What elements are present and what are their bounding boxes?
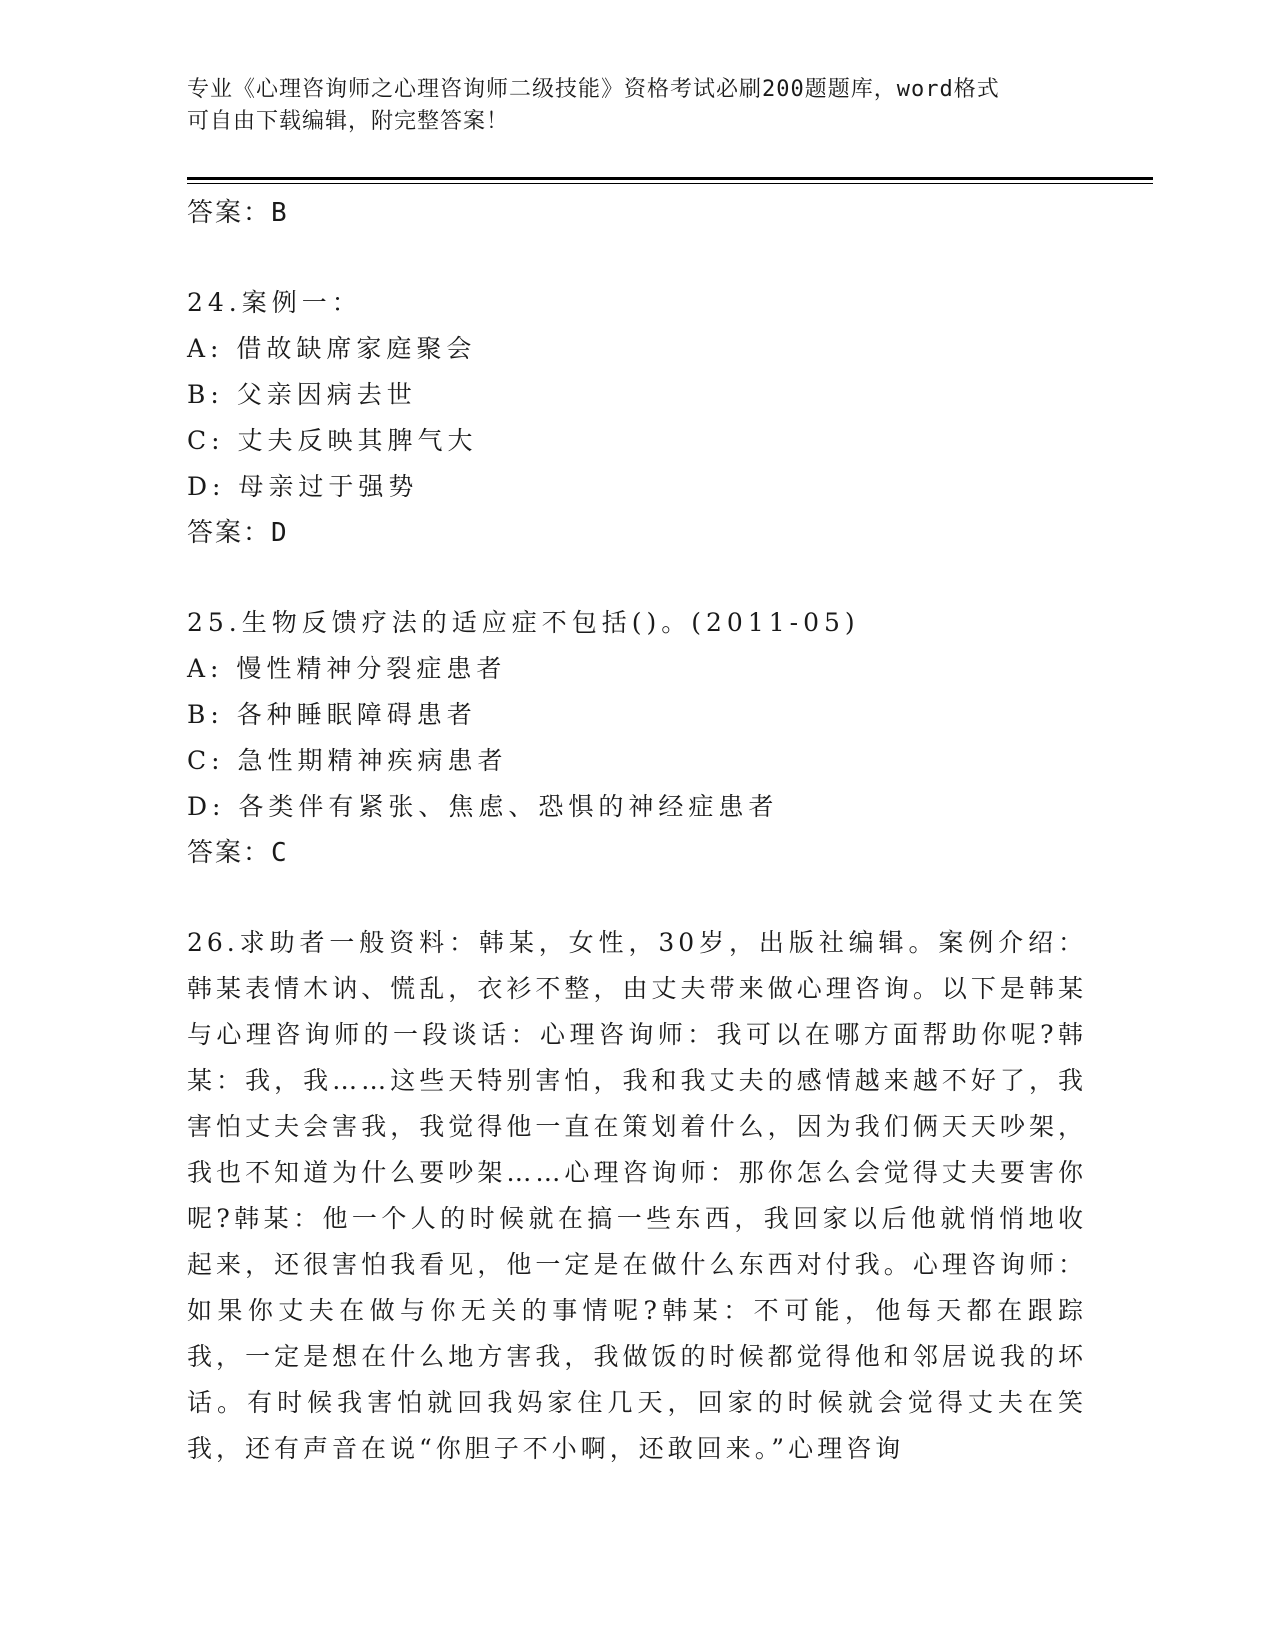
document-header [187, 74, 1067, 138]
question-text: 24.案例一： [187, 288, 362, 317]
option-a: A: 借故缺席家庭聚会 [187, 334, 477, 363]
header-title-line-1: 专业《心理咨询师之心理咨询师二级技能》资格考试必刷200题题库，word格式 [187, 77, 1000, 102]
question-text: 25.生物反馈疗法的适应症不包括()。(2011-05) [187, 608, 860, 637]
spacer [187, 236, 1087, 280]
option-a: A: 慢性精神分裂症患者 [187, 654, 507, 683]
option-b: B: 父亲因病去世 [187, 380, 417, 409]
question-24 [187, 280, 1087, 556]
option-c: C: 急性期精神疾病患者 [187, 746, 508, 775]
spacer [187, 876, 1087, 920]
header-title-line-2: 可自由下载编辑，附完整答案！ [187, 109, 510, 134]
answer-24: 答案：D [187, 518, 289, 548]
question-text: 26.求助者一般资料：韩某，女性，30岁，出版社编辑。案例介绍：韩某表情木讷、慌乱，衣衫不整，由丈夫带来做心理咨询。以下是韩某与心理咨询师的一段谈话：心理咨询师：我可以在哪方面帮助你呢?韩某：我，我……这些天特别害怕，我和我丈夫的感情越来越不好了，我害怕丈夫会害我，我觉得他一直在策划着什么，因为我们俩天天吵架，我也不知道为什么要吵架……心理咨询师：那你怎么会觉得丈夫要害你呢?韩某：他一个人的时候就在搞一些东西，我回家以后他就悄悄地收起来，还很害怕我看见，他一定是在做什么东西对付我。心理咨询师：如果你丈夫在做与你无关的事情呢?韩某：不可能，他每天都在跟踪我，一定是想在什么地方害我，我做饭的时候都觉得他和邻居说我的坏话。有时候我害怕就回我妈家住几天，回家的时候就会觉得丈夫在笑我，还有声音在说“你胆子不小啊，还敢回来。”心理咨询 [187, 928, 1087, 1463]
spacer [187, 556, 1087, 600]
question-26 [187, 920, 1087, 1472]
answer-25: 答案：C [187, 838, 289, 868]
question-25 [187, 600, 1087, 876]
option-c: C: 丈夫反映其脾气大 [187, 426, 478, 455]
option-d: D: 母亲过于强势 [187, 472, 419, 501]
option-d: D: 各类伴有紧张、焦虑、恐惧的神经症患者 [187, 792, 779, 821]
header-divider-thin [187, 183, 1153, 184]
header-divider-thick [187, 177, 1153, 180]
answer-23: 答案：B [187, 198, 289, 228]
option-b: B: 各种睡眠障碍患者 [187, 700, 477, 729]
document-body [187, 190, 1087, 1472]
